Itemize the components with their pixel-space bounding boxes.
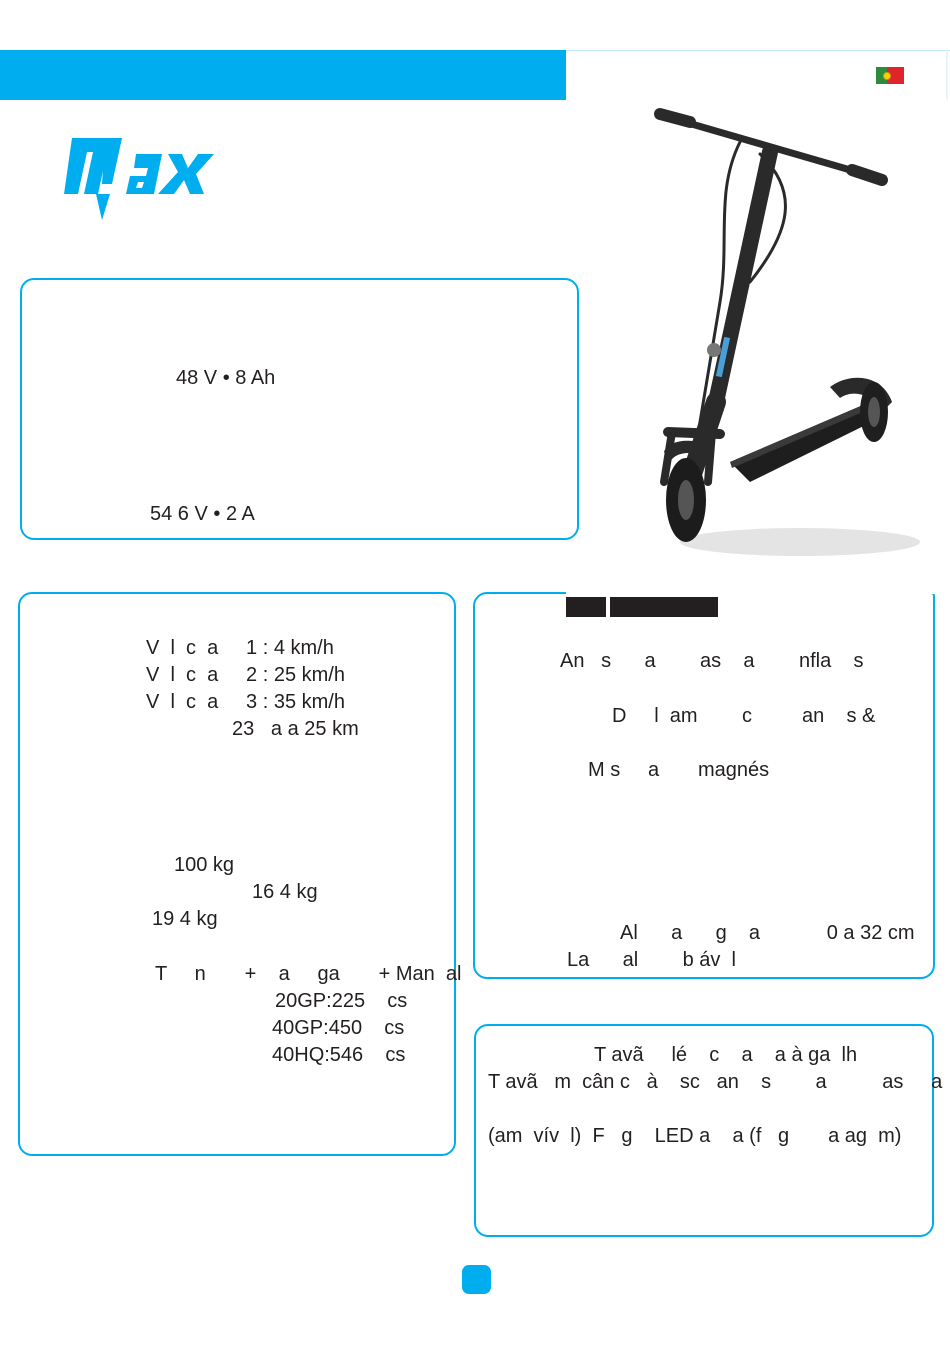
speed-level-3: V l c a 3 : 35 km/h [146,691,345,713]
header-edge [946,50,948,100]
charger-value: 54 6 V • 2 A [150,503,255,525]
battery-panel [20,278,579,540]
feature-brakes: D l am c an s & [612,705,876,727]
range-value: 23 a a 25 km [232,718,359,740]
max-logo [50,132,220,224]
features-panel-top-gap [566,591,938,594]
speed-level-1: V l c a 1 : 4 km/h [146,637,334,659]
speed-level-2: V l c a 2 : 25 km/h [146,664,345,686]
page-number-badge [462,1265,491,1294]
extra-line-2: T avã m cân c à sc an s a as a [488,1071,943,1093]
features-tab-small [566,597,606,617]
gross-weight-value: 19 4 kg [152,908,218,930]
package-contents: T n + a ga + Man al [155,963,462,985]
container-20gp: 20GP:225 cs [275,990,408,1012]
features-tab-large [610,597,718,617]
feature-magnetic: M s a magnés [588,759,770,781]
container-40gp: 40GP:450 cs [272,1017,405,1039]
max-load-value: 100 kg [174,854,235,876]
extra-line-1: T avã lé c a a à ga lh [594,1044,858,1066]
feature-foldable: La al b áv l [567,949,736,971]
container-40hq: 40HQ:546 cs [272,1044,406,1066]
portugal-flag-icon [876,67,904,84]
battery-value: 48 V • 8 Ah [176,367,276,389]
scooter-photo [620,102,930,572]
feature-handle-height: Al a g a 0 a 32 cm [620,922,915,944]
header-divider [566,50,950,51]
extra-line-3: (am vív l) F g LED a a (f g a ag m) [488,1125,902,1147]
header-bar [0,50,566,100]
feature-tires: An s a as a nfla s [560,650,864,672]
net-weight-value: 16 4 kg [252,881,318,903]
